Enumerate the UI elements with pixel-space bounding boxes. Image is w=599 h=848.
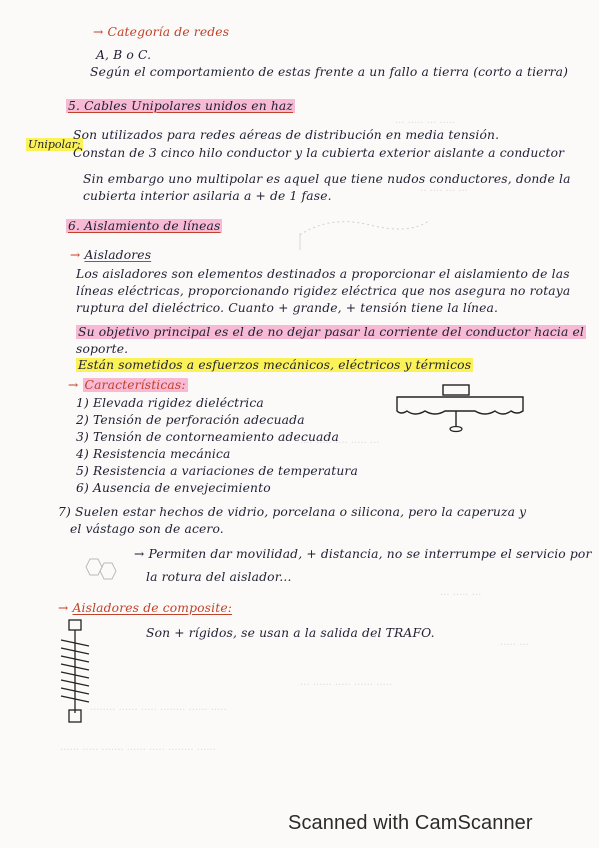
- arrow-note: la rotura del aislador...: [146, 570, 292, 584]
- text-line: Son + rígidos, se usan a la salida del TRAFO.: [146, 626, 435, 640]
- list-item: 3) Tensión de contorneamiento adecuada: [76, 430, 340, 444]
- insulator-drawing: [385, 383, 535, 443]
- arrow-note: → Permiten dar movilidad, + distancia, no se interrumpe el servicio por: [134, 547, 592, 561]
- list-item: 6) Ausencia de envejecimiento: [76, 481, 271, 495]
- list-item: el vástago son de acero.: [70, 522, 224, 536]
- bleed-through-text: ·· ···· ··· ···: [420, 186, 468, 197]
- composite-insulator-drawing: [55, 618, 95, 728]
- list-item: 4) Resistencia mecánica: [76, 447, 231, 461]
- text-line: Los aisladores son elementos destinados a proporcionar el aislamiento de las: [76, 267, 570, 281]
- camscanner-footer: Scanned with CamScanner: [288, 812, 533, 834]
- margin-note: Unipolar:: [28, 138, 81, 151]
- bleed-through-text: ··· ····· ···: [440, 590, 482, 601]
- pencil-sketch: [290, 205, 440, 255]
- text-line: líneas eléctricas, proporcionando rigidez eléctrica que nos asegura no rotaya: [76, 284, 571, 298]
- bleed-through-text: ········ ······ ····· ········ ······ ·····: [90, 705, 227, 716]
- bleed-through-text: ··· ····· ··· ·····: [395, 118, 456, 129]
- text-line: Son utilizados para redes aéreas de distribución en media tensión.: [73, 128, 500, 142]
- text-line: ruptura del dieléctrico. Cuanto + grande, + tensión tiene la línea.: [76, 301, 499, 315]
- text-line: Constan de 3 cinco hilo conductor y la cubierta exterior aislante a conductor: [73, 146, 565, 160]
- subheading-composite: → Aisladores de composite:: [58, 601, 233, 615]
- bleed-through-text: ···· ····· ···· ····· ···: [300, 438, 380, 449]
- text-line: A, B o C.: [96, 48, 152, 62]
- bleed-through-text: ····· ···: [500, 640, 529, 651]
- heading-categoria-redes: → Categoría de redes: [93, 25, 230, 39]
- bleed-through-text: ··· ······ ····· ······ ·····: [300, 680, 393, 691]
- list-item: 5) Resistencia a variaciones de temperatura: [76, 464, 358, 478]
- section-heading-5: 5. Cables Unipolares unidos en haz: [68, 99, 294, 113]
- text-line: cubierta interior asilaria a + de 1 fase.: [83, 189, 332, 203]
- text-line: Sin embargo uno multipolar es aquel que tiene nudos conductores, donde la: [83, 172, 571, 186]
- subheading-aisladores: → Aisladores: [70, 248, 152, 262]
- list-item: 1) Elevada rigidez dieléctrica: [76, 396, 264, 410]
- text-line: Según el comportamiento de estas frente a un fallo a tierra (corto a tierra): [90, 65, 569, 79]
- text-line: Están sometidos a esfuerzos mecánicos, eléctricos y térmicos: [78, 358, 472, 372]
- list-item: 2) Tensión de perforación adecuada: [76, 413, 305, 427]
- text-line: Su objetivo principal es el de no dejar pasar la corriente del conductor hacia el: [78, 325, 584, 339]
- bleed-through-text: ······ ····· ······· ······ ····· ········ ······: [60, 745, 216, 756]
- subheading-caracteristicas: → Características:: [68, 378, 186, 392]
- hexagon-doodle: [84, 555, 124, 583]
- section-heading-6: 6. Aislamiento de líneas: [68, 219, 221, 233]
- text-line: soporte.: [76, 342, 129, 356]
- list-item: 7) Suelen estar hechos de vidrio, porcelana o silicona, pero la caperuza y: [58, 505, 527, 519]
